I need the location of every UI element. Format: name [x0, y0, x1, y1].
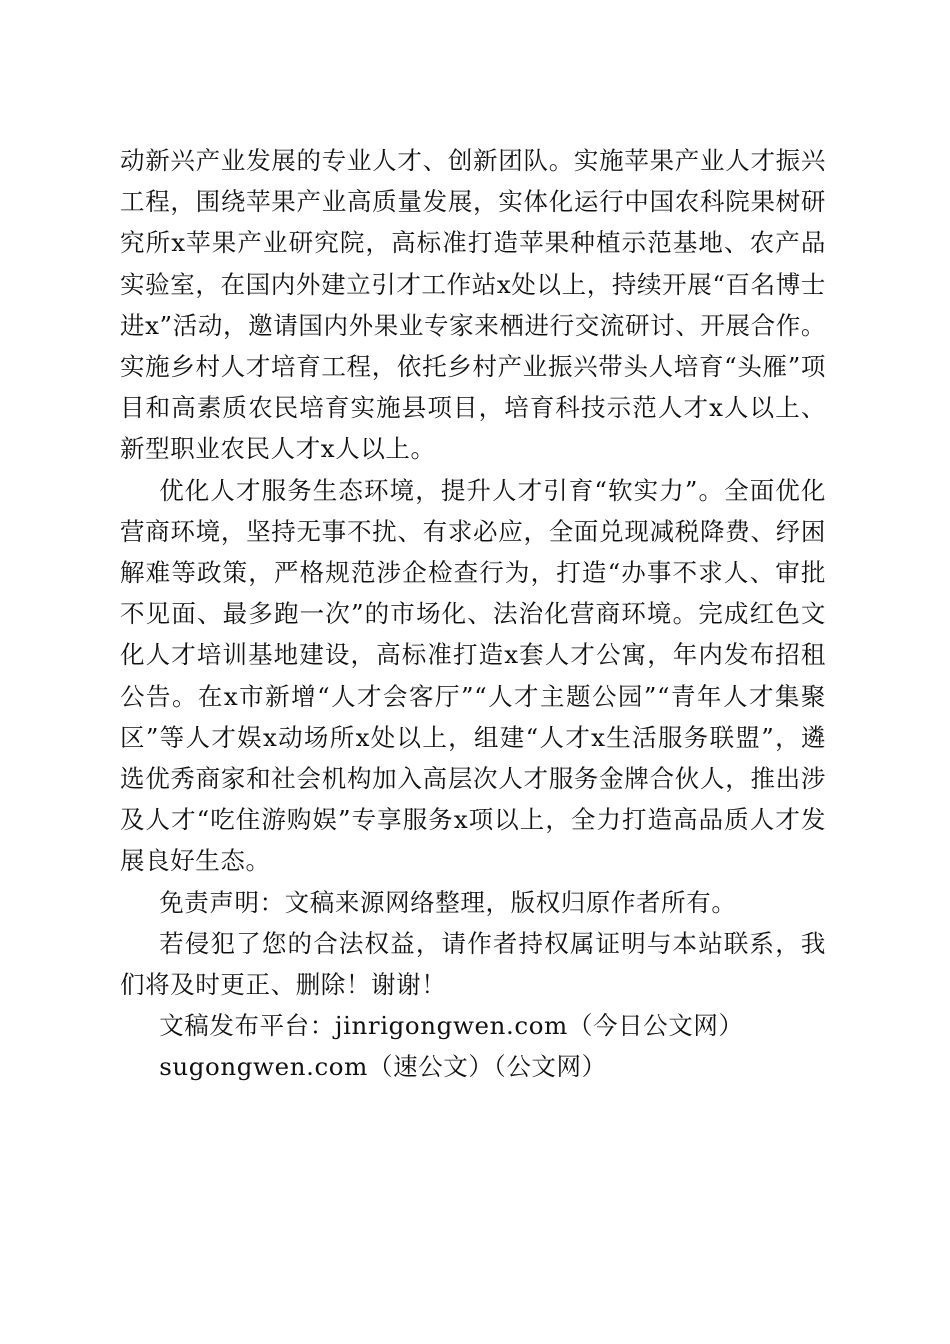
- paragraph-publish-platform-alt: sugongwen.com（速公文）（公文网）: [159, 1052, 607, 1082]
- paragraph-infringement-notice: 若侵犯了您的合法权益，请作者持权属证明与本站联系，我们将及时更正、删除！谢谢！: [120, 928, 826, 1000]
- paragraph-disclaimer: 免责声明：文稿来源网络整理，版权归原作者所有。: [159, 887, 737, 917]
- document-body: [120, 140, 826, 1088]
- paragraph-talent-service-environment: 优化人才服务生态环境，提升人才引育“软实力”。全面优化营商环境，坚持无事不扰、有求必应，全面兑现减税降费、纾困解难等政策，严格规范涉企检查行为，打造“办事不求人、审批不见面、最多跑一次”的市场化、法治化营商环境。完成红色文化人才培训基地建设，高标准打造x套人才公寓，年内发布招租公告。在x市新增“人才会客厅”“人才主题公园”“青年人才集聚区”等人才娱x动场所x处以上，组建“人才x生活服务联盟”，遴选优秀商家和社会机构加入高层次人才服务金牌合伙人，推出涉及人才“吃住游购娱”专享服务x项以上，全力打造高品质人才发展良好生态。: [120, 475, 826, 876]
- paragraph-publish-platform: 文稿发布平台：jinrigongwen.com（今日公文网）: [159, 1011, 744, 1041]
- paragraph-talent-projects: 动新兴产业发展的专业人才、创新团队。实施苹果产业人才振兴工程，围绕苹果产业高质量发展，实体化运行中国农科院果树研究所x苹果产业研究院，高标准打造苹果种植示范基地、农产品实验室，在国内外建立引才工作站x处以上，持续开展“百名博士进x”活动，邀请国内外果业专家来栖进行交流研讨、开展合作。实施乡村人才培育工程，依托乡村产业振兴带头人培育“头雁”项目和高素质农民培育实施县项目，培育科技示范人才x人以上、新型职业农民人才x人以上。: [120, 146, 826, 464]
